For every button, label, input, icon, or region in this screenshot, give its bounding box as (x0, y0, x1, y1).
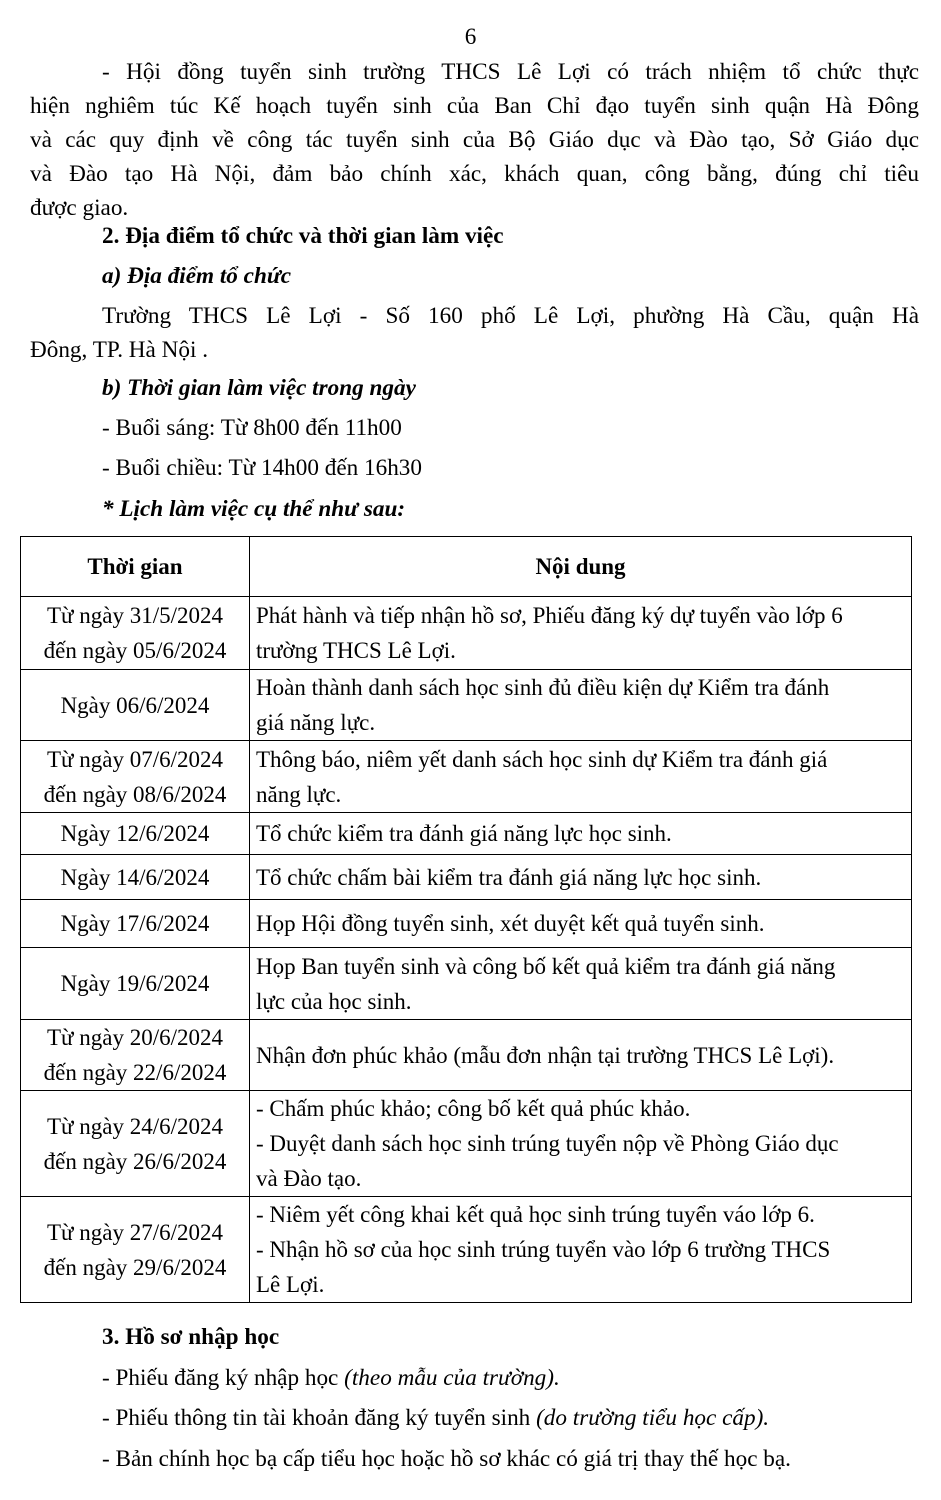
item2-text: - Phiếu thông tin tài khoản đăng ký tuyển sinh (102, 1405, 537, 1431)
row-content (250, 597, 912, 670)
item1-note: (theo mẫu của trường). (344, 1365, 560, 1391)
afternoon-hours: - Buổi chiều: Từ 14h00 đến 16h30 (102, 455, 422, 481)
row-time (21, 1091, 250, 1197)
intro-line-5: được giao. (30, 195, 129, 221)
time-line: đến ngày 08/6/2024 (43, 781, 227, 807)
row-time (21, 813, 250, 855)
intro-paragraph (30, 55, 919, 225)
content-line: Thông báo, niêm yết danh sách học sinh dự Kiểm tra đánh giá (256, 746, 828, 772)
item1-text: - Phiếu đăng ký nhập học (102, 1365, 345, 1391)
section3-heading: 3. Hồ sơ nhập học (102, 1324, 280, 1350)
content-line: trường THCS Lê Lợi. (256, 638, 456, 663)
row-time (21, 670, 250, 741)
row-content (250, 741, 912, 813)
time-line: Từ ngày 31/5/2024 (46, 603, 223, 628)
row-time (21, 948, 250, 1020)
content-line: và Đào tạo. (256, 1166, 362, 1191)
row-time (21, 1020, 250, 1091)
header-content: Nội dung (250, 537, 912, 597)
location-line-2: Đông, TP. Hà Nội . (30, 337, 208, 363)
time-line: đến ngày 05/6/2024 (43, 638, 227, 663)
morning-hours: - Buổi sáng: Từ 8h00 đến 11h00 (102, 415, 402, 441)
content-line: Lê Lợi. (256, 1272, 325, 1297)
row-time (21, 597, 250, 670)
row-time (21, 855, 250, 900)
section2-b-heading: b) Thời gian làm việc trong ngày (102, 375, 416, 401)
row-content (250, 1197, 912, 1303)
content-line: Nhận đơn phúc khảo (mẫu đơn nhận tại trường THCS Lê Lợi). (256, 1042, 835, 1068)
enrollment-item-3: - Bản chính học bạ cấp tiểu học hoặc hồ sơ khác có giá trị thay thế học bạ. (102, 1446, 791, 1472)
enrollment-item-2 (102, 1401, 769, 1435)
table-row (21, 597, 912, 670)
table-row (21, 1197, 912, 1303)
row-time (21, 741, 250, 813)
enrollment-item-1 (102, 1361, 560, 1395)
content-line: Tổ chức chấm bài kiểm tra đánh giá năng lực học sinh. (256, 864, 762, 890)
time-line: Từ ngày 27/6/2024 (46, 1219, 223, 1245)
table-row (21, 670, 912, 741)
time-line: Ngày 14/6/2024 (60, 864, 210, 890)
row-content (250, 948, 912, 1020)
content-line: Phát hành và tiếp nhận hồ sơ, Phiếu đăng ký dự tuyển vào lớp 6 (256, 603, 843, 628)
table-row (21, 1091, 912, 1197)
row-content (250, 670, 912, 741)
page-number: 6 (464, 24, 477, 50)
time-line: Ngày 17/6/2024 (60, 911, 210, 936)
content-line: lực của học sinh. (256, 988, 412, 1014)
time-line: Ngày 19/6/2024 (60, 971, 210, 996)
time-line: Ngày 12/6/2024 (60, 821, 210, 846)
section2-heading: 2. Địa điểm tổ chức và thời gian làm việc (102, 223, 504, 249)
intro-line-3: và các quy định về công tác tuyển sinh của Bộ Giáo dục và Đào tạo, Sở Giáo dục (30, 127, 919, 153)
content-line: Họp Hội đồng tuyển sinh, xét duyệt kết quả tuyển sinh. (256, 911, 765, 936)
content-line: - Chấm phúc khảo; công bố kết quả phúc khảo. (256, 1096, 691, 1121)
time-line: Ngày 06/6/2024 (60, 692, 210, 718)
row-content (250, 813, 912, 855)
table-row (21, 855, 912, 900)
row-time (21, 1197, 250, 1303)
content-line: Hoàn thành danh sách học sinh đủ điều kiện dự Kiểm tra đánh (256, 675, 830, 700)
row-content (250, 1091, 912, 1197)
row-content (250, 1020, 912, 1091)
location-line-1: Trường THCS Lê Lợi - Số 160 phố Lê Lợi, phường Hà Cầu, quận Hà (102, 303, 919, 329)
time-line: Từ ngày 20/6/2024 (46, 1025, 223, 1050)
row-content (250, 855, 912, 900)
content-line: - Duyệt danh sách học sinh trúng tuyển nộp về Phòng Giáo dục (256, 1131, 839, 1156)
location-paragraph (30, 299, 919, 367)
item2-note: (do trường tiểu học cấp). (536, 1405, 770, 1431)
table-header-row (21, 537, 912, 597)
table-row (21, 1020, 912, 1091)
time-line: Từ ngày 07/6/2024 (46, 746, 223, 772)
schedule-table (20, 536, 912, 1303)
time-line: đến ngày 26/6/2024 (43, 1148, 227, 1174)
time-line: đến ngày 29/6/2024 (43, 1254, 227, 1280)
intro-line-4: và Đào tạo Hà Nội, đảm bảo chính xác, khách quan, công bằng, đúng chỉ tiêu (30, 161, 919, 187)
schedule-heading: * Lịch làm việc cụ thể như sau: (102, 496, 406, 522)
section2-a-heading: a) Địa điểm tổ chức (102, 263, 292, 289)
table-row (21, 741, 912, 813)
content-line: - Niêm yết công khai kết quả học sinh trúng tuyển váo lớp 6. (256, 1202, 815, 1227)
time-line: đến ngày 22/6/2024 (43, 1060, 227, 1085)
intro-line-1: - Hội đồng tuyển sinh trường THCS Lê Lợi có trách nhiệm tổ chức thực (102, 59, 919, 85)
header-time: Thời gian (21, 537, 250, 597)
content-line: Tổ chức kiểm tra đánh giá năng lực học sinh. (256, 821, 672, 846)
content-line: - Nhận hồ sơ của học sinh trúng tuyển vào lớp 6 trường THCS (256, 1237, 831, 1262)
content-line: Họp Ban tuyển sinh và công bố kết quả kiểm tra đánh giá năng (256, 953, 836, 979)
row-time (21, 900, 250, 948)
content-line: giá năng lực. (256, 710, 376, 735)
content-line: năng lực. (256, 781, 342, 807)
table-row (21, 900, 912, 948)
row-content (250, 900, 912, 948)
table-row (21, 813, 912, 855)
table-row (21, 948, 912, 1020)
intro-line-2: hiện nghiêm túc Kế hoạch tuyển sinh của Ban Chỉ đạo tuyển sinh quận Hà Đông (30, 93, 919, 119)
time-line: Từ ngày 24/6/2024 (46, 1113, 223, 1139)
